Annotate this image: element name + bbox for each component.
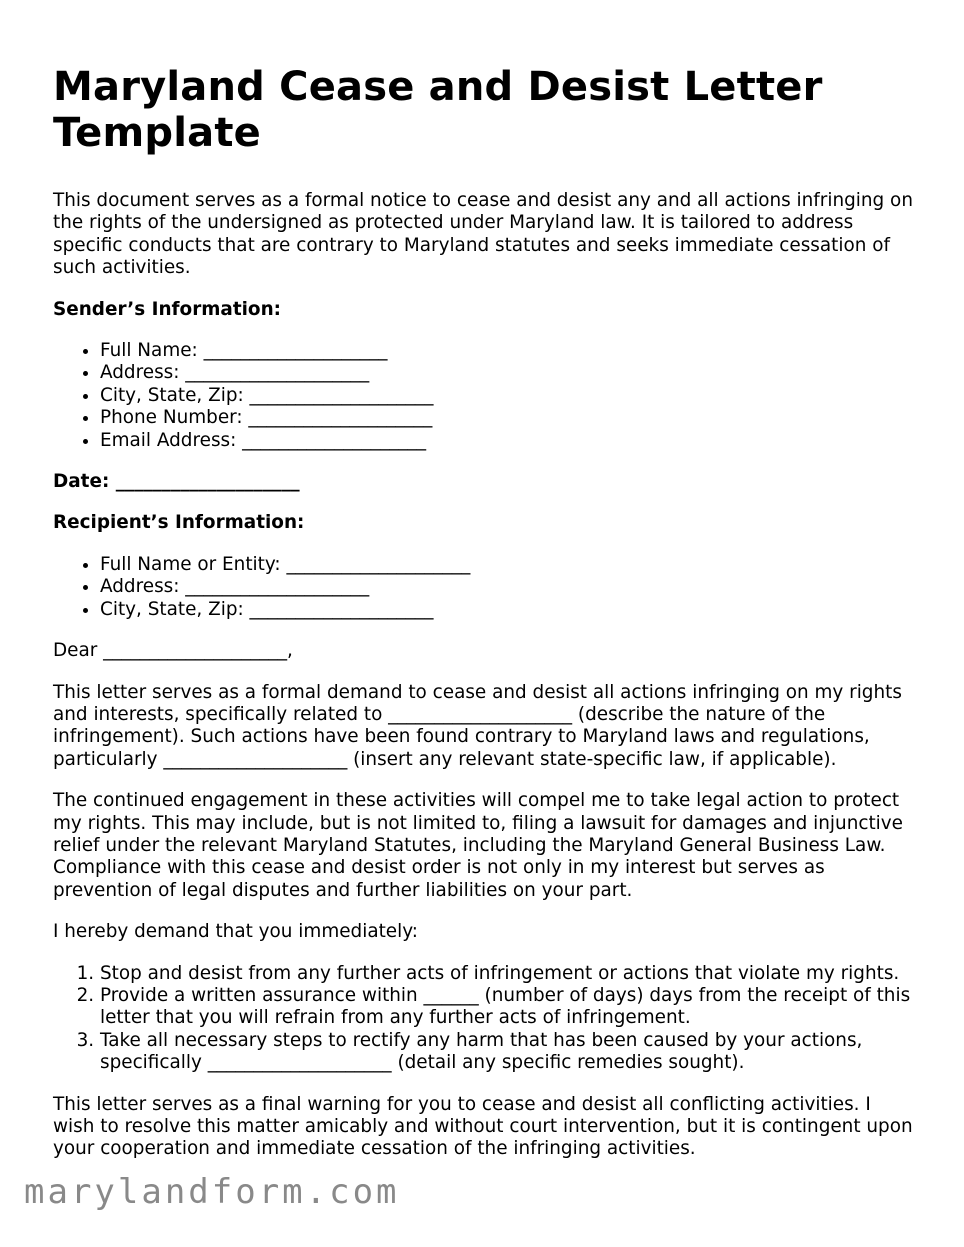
closing-paragraph: This letter serves as a final warning for you to cease and desist all conflicting activities. I wish to resolve this matter amicably and without court intervention, but it is contingent upon your cooperation and immediate cessation of the infringing activities. (53, 1093, 913, 1160)
sender-city-state-zip-field: • City, State, Zip: ____________________ (100, 385, 913, 407)
body-paragraph-1: This letter serves as a formal demand to cease and desist all actions infringing on my rights and interests, specifically related to ____________________ (describe the nature of the infringement). Such actions have been found contrary to Maryland laws and regulations, particularly ____________________ (insert any relevant state-specific law, if applicable). (53, 681, 902, 770)
recipient-full-name-field: • Full Name or Entity: ____________________ (100, 554, 913, 576)
recipient-fields-list (53, 554, 913, 621)
salutation: Dear ____________________, (53, 640, 293, 662)
demand-item: 3. Take all necessary steps to rectify any harm that has been caused by your actions, specifically ____________________ (detail any specific remedies sought). (100, 1030, 913, 1075)
recipient-heading: Recipient’s Information: (53, 512, 305, 534)
sender-fields-list (53, 340, 913, 452)
body-paragraph-2: The continued engagement in these activities will compel me to take legal action to protect my rights. This may include, but is not limited to, filing a lawsuit for damages and injunctive relief under the relevant Maryland Statutes, including the Maryland General Business Law. Compliance with this cease and desist order is not only in my interest but serves as prevention of legal disputes and further liabilities on your part. (53, 790, 903, 901)
recipient-city-state-zip-field: • City, State, Zip: ____________________ (100, 599, 913, 621)
date-line: Date: ____________________ (53, 471, 300, 493)
recipient-address-field: • Address: ____________________ (100, 576, 913, 598)
demand-item: 1. Stop and desist from any further acts of infringement or actions that violate my rights. (100, 963, 913, 985)
sender-full-name-field: • Full Name: ____________________ (100, 340, 913, 362)
sender-address-field: • Address: ____________________ (100, 362, 913, 384)
demands-list (53, 963, 913, 1075)
sender-heading: Sender’s Information: (53, 298, 282, 320)
demand-intro: I hereby demand that you immediately: (53, 921, 418, 943)
sender-email-field: • Email Address: ____________________ (100, 430, 913, 452)
intro-paragraph: This document serves as a formal notice to cease and desist any and all actions infringing on the rights of the undersigned as protected under Maryland law. It is tailored to address specific conducts that are contrary to Maryland statutes and seeks immediate cessation of such activities. (53, 190, 913, 279)
document-title: Maryland Cease and Desist Letter Template (53, 64, 823, 156)
document-page (53, 64, 913, 1180)
sender-phone-field: • Phone Number: ____________________ (100, 407, 913, 429)
demand-item: 2. Provide a written assurance within ______ (number of days) days from the receipt of this letter that you will refrain from any further acts of infringement. (100, 985, 913, 1030)
site-watermark: marylandform.com (24, 1172, 400, 1212)
